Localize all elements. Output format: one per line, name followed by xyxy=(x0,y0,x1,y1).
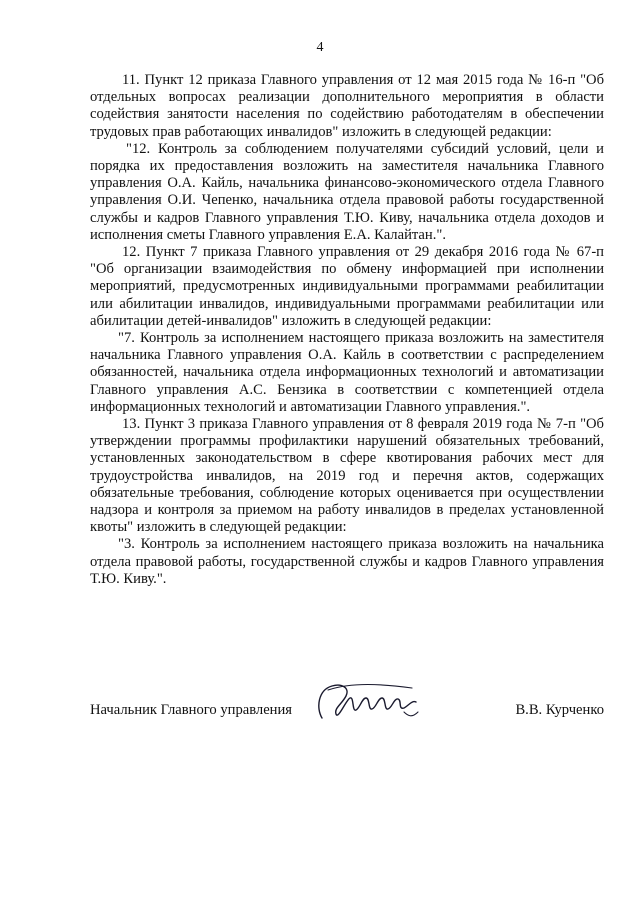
signatory-name: В.В. Курченко xyxy=(515,702,604,718)
page-number: 4 xyxy=(316,40,324,55)
document-body xyxy=(90,72,604,588)
paragraph-13: 13. Пункт 3 приказа Главного управления от 8 февраля 2019 года № 7-п "Об утверждении программы профилактики нарушений обязательных требований, установленных законодательством в сфере квотирования рабочих мест для трудоустройства инвалидов, на 2019 год и перечня актов, содержащих обязательные требования, соблюдение которых оценивается при осуществлении надзора и контроля за приемом на работу инвалидов в пределах установленной квоты" изложить в следующей редакции: xyxy=(90,416,604,536)
paragraph-12-quote: "7. Контроль за исполнением настоящего приказа возложить на заместителя начальника Главного управления О.А. Кайль в соответствии с распределением обязанностей, начальника отдела информационных технологий и автоматизации Главного управления А.С. Бензика в соответствии с компетенцией отдела информационных технологий и автоматизации Главного управления.". xyxy=(90,330,604,415)
signatory-title: Начальник Главного управления xyxy=(90,702,293,718)
signature-block xyxy=(90,692,604,732)
paragraph-11: 11. Пункт 12 приказа Главного управления от 12 мая 2015 года № 16-п "Об отдельных вопросах реализации дополнительного мероприятия в области содействия занятости населения по содействию работодателям в обеспечении трудовых прав работающих инвалидов" изложить в следующей редакции: xyxy=(90,72,604,140)
handwritten-signature xyxy=(312,678,424,726)
paragraph-11-quote: "12. Контроль за соблюдением получателями субсидий условий, цели и порядка их предоставления возложить на заместителя начальника Главного управления О.А. Кайль, начальника финансово-экономического отдела Главного управления О.И. Чепенко, начальника отдела правовой работы государственной службы и кадров Главного управления Т.Ю. Киву, начальника отдела доходов и исполнения сметы Главного управления Е.А. Калайтан.". xyxy=(90,140,604,243)
paragraph-13-quote: "3. Контроль за исполнением настоящего приказа возложить на начальника отдела правовой работы, государственной службы и кадров Главного управления Т.Ю. Киву.". xyxy=(90,536,604,587)
paragraph-12: 12. Пункт 7 приказа Главного управления от 29 декабря 2016 года № 67-п "Об организации взаимодействия по обмену информацией при исполнении мероприятий, предусмотренных индивидуальными программами реабилитации или абилитации инвалидов, индивидуальными программами реабилитации или абилитации детей-инвалидов" изложить в следующей редакции: xyxy=(90,244,604,329)
